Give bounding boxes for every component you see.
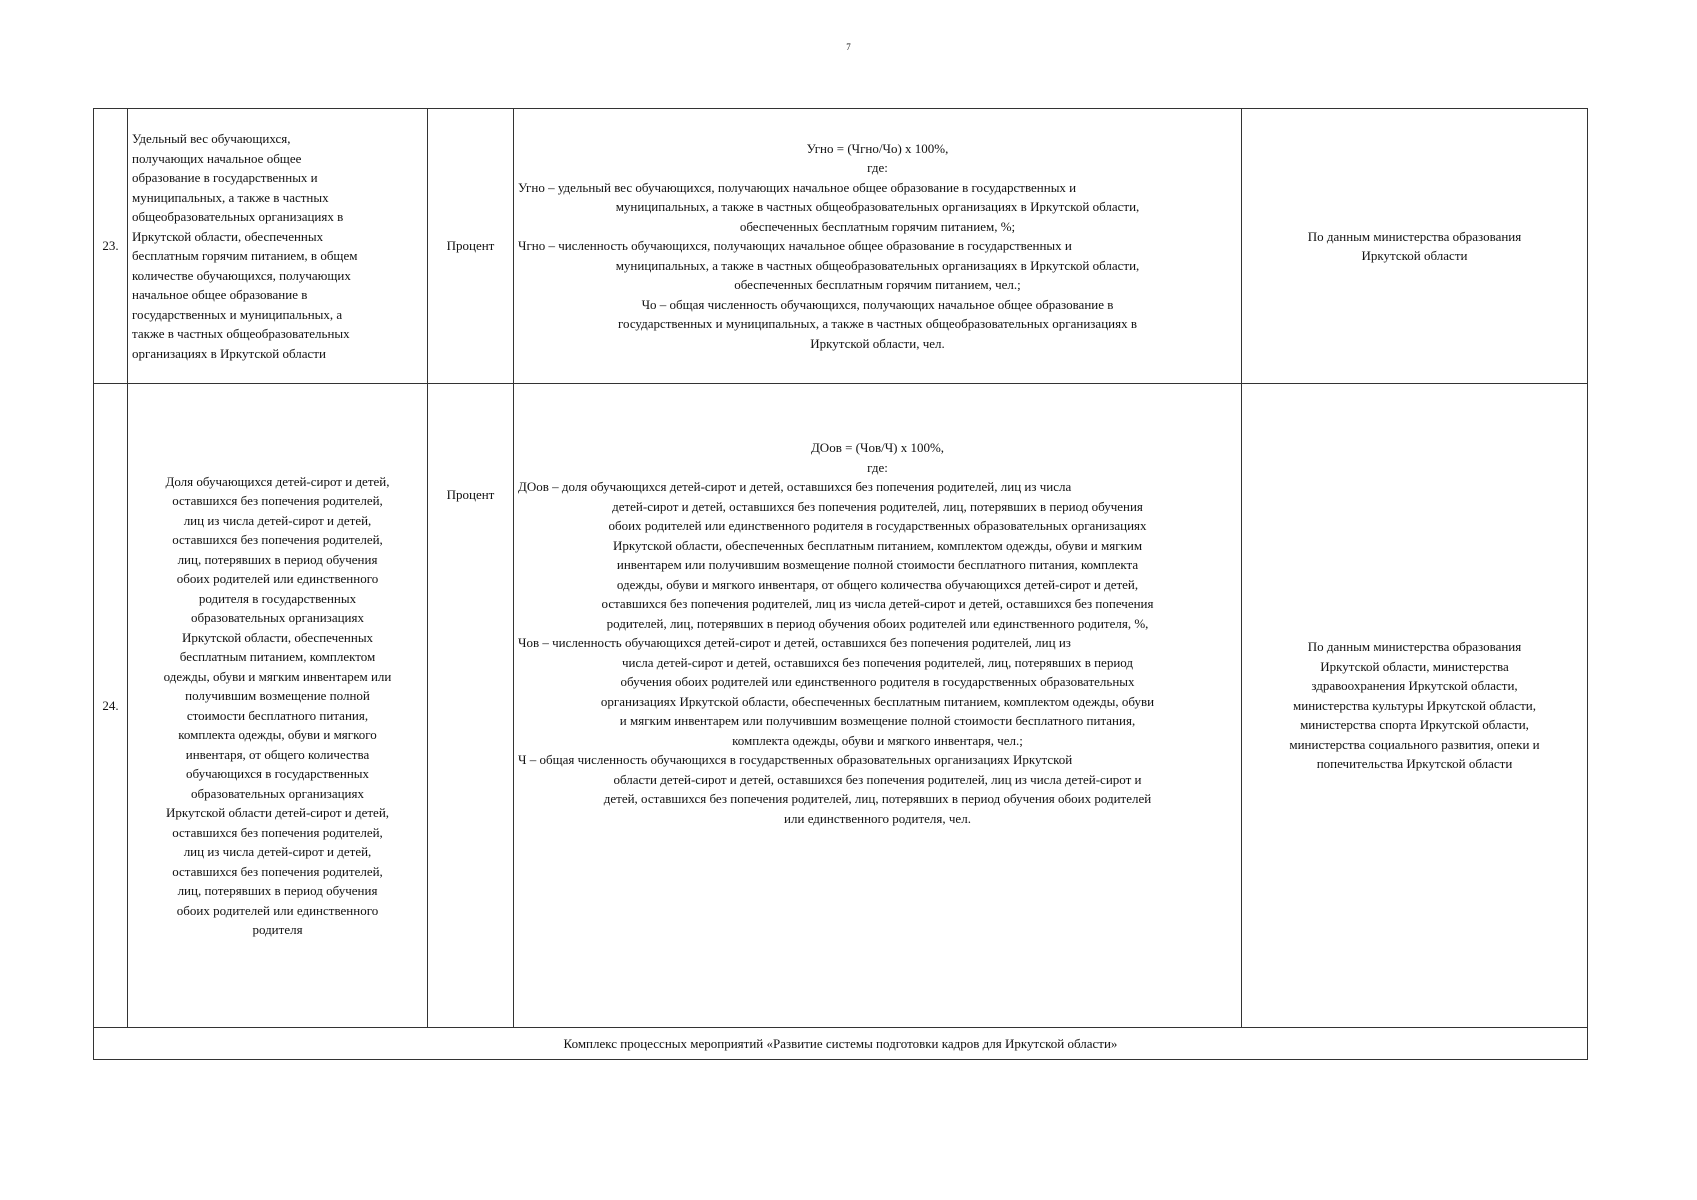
- text-line: лиц, потерявших в период обучения: [177, 551, 378, 567]
- text-line: лиц из числа детей-сирот и детей,: [183, 512, 372, 528]
- calculation-formula: [514, 109, 1242, 384]
- text-line: оставшихся без попечения родителей, лиц из числа детей-сирот и детей, оставшихся без попечения: [601, 596, 1154, 611]
- text-line: лиц из числа детей-сирот и детей,: [183, 844, 372, 859]
- indicator-name: [128, 384, 428, 1028]
- text-line: оставшихся без попечения родителей,: [172, 493, 383, 508]
- text-line: Доля обучающихся детей-сирот и детей,: [165, 473, 390, 489]
- text-line: общеобразовательных организациях в: [132, 209, 344, 224]
- text-line: министерства культуры Иркутской области,: [1293, 697, 1536, 713]
- text-line: здравоохранения Иркутской области,: [1311, 678, 1518, 694]
- text-line: начальное общее образование в: [132, 287, 308, 302]
- unit-of-measure: Процент: [428, 109, 514, 384]
- text-line: Угно – удельный вес обучающихся, получающих начальное общее образование в государственных и: [518, 179, 1077, 195]
- text-line: Иркутской области, обеспеченных: [181, 629, 374, 645]
- text-line: ДОов – доля обучающихся детей-сирот и детей, оставшихся без попечения родителей, лиц из числа: [518, 479, 1072, 494]
- text-line: где:: [867, 459, 888, 475]
- text-line: оставшихся без попечения родителей,: [172, 863, 383, 879]
- text-line: комплекта одежды, обуви и мягкого инвентаря, чел.;: [732, 732, 1023, 748]
- text-line: получившим возмещение полной: [185, 688, 370, 703]
- text-line: обоих родителей или единственного: [176, 571, 379, 586]
- text-line: обоих родителей или единственного родителя в государственных образовательных организациях: [608, 518, 1147, 533]
- unit-of-measure: Процент: [428, 384, 514, 1028]
- text-line: детей, оставшихся без попечения родителей, лиц, потерявших в период обучения обоих родителей: [603, 791, 1152, 806]
- text-line: государственных и муниципальных, а также в частных общеобразовательных организациях в: [617, 316, 1137, 332]
- page-number: 7: [846, 42, 851, 52]
- text-line: Иркутской области, обеспеченных: [132, 228, 324, 244]
- text-line: области детей-сирот и детей, оставшихся без попечения родителей, лиц из числа детей-сирот и: [613, 771, 1142, 787]
- text-line: оставшихся без попечения родителей,: [172, 824, 383, 840]
- data-source: [1242, 109, 1588, 384]
- text-line: Иркутской области: [1361, 248, 1468, 263]
- text-line: обеспеченных бесплатным горячим питанием, %;: [739, 218, 1016, 234]
- text-line: количестве обучающихся, получающих: [132, 267, 351, 283]
- data-source: [1242, 384, 1588, 1028]
- section-title: Комплекс процессных мероприятий «Развитие системы подготовки кадров для Иркутской области»: [94, 1028, 1588, 1060]
- text-line: также в частных общеобразовательных: [132, 326, 350, 341]
- text-line: комплекта одежды, обуви и мягкого: [178, 727, 377, 742]
- text-line: Иркутской области, обеспеченных бесплатным питанием, комплектом одежды, обуви и мягким: [612, 537, 1143, 553]
- row-number: 24.: [94, 384, 128, 1028]
- text-line: родителя: [252, 922, 303, 937]
- text-line: министерства социального развития, опеки и: [1289, 736, 1540, 752]
- table-row-23: [94, 109, 1588, 384]
- text-line: Чов – численность обучающихся детей-сирот и детей, оставшихся без попечения родителей, лиц из: [518, 635, 1071, 650]
- text-line: Чо – общая численность обучающихся, получающих начальное общее образование в: [641, 296, 1114, 312]
- text-line: обучения обоих родителей или единственного родителя в государственных образовательных: [620, 674, 1135, 689]
- text-line: Угно = (Чгно/Чо) х 100%,: [806, 140, 949, 156]
- text-line: Чгно – численность обучающихся, получающих начальное общее образование в государственных и: [518, 238, 1072, 254]
- row-number: 23.: [94, 109, 128, 384]
- text-line: числа детей-сирот и детей, оставшихся без попечения родителей, лиц, потерявших в период: [621, 654, 1134, 670]
- text-line: бесплатным горячим питанием, в общем: [132, 248, 358, 263]
- text-line: Иркутской области, министерства: [1320, 658, 1509, 674]
- text-line: стоимости бесплатного питания,: [186, 707, 369, 723]
- text-line: или единственного родителя, чел.: [784, 810, 971, 826]
- text-line: детей-сирот и детей, оставшихся без попечения родителей, лиц, потерявших в период обучения: [612, 498, 1143, 514]
- text-line: оставшихся без попечения родителей,: [172, 532, 383, 547]
- text-line: Иркутской области, чел.: [810, 335, 945, 351]
- text-line: обучающихся в государственных: [185, 766, 370, 781]
- text-line: лиц, потерявших в период обучения: [177, 883, 378, 898]
- text-line: бесплатным питанием, комплектом: [179, 649, 376, 664]
- text-line: одежды, обуви и мягким инвентарем или: [163, 668, 392, 684]
- text-line: одежды, обуви и мягкого инвентаря, от общего количества обучающихся детей-сирот и детей,: [616, 576, 1139, 592]
- table-row-24: [94, 384, 1588, 1028]
- text-line: Ч – общая численность обучающихся в государственных образовательных организациях Иркутской: [518, 752, 1073, 767]
- text-line: образование в государственных и: [132, 170, 318, 185]
- text-line: министерства спорта Иркутской области,: [1300, 717, 1529, 733]
- text-line: муниципальных, а также в частных общеобразовательных организациях в Иркутской области,: [615, 199, 1140, 215]
- text-line: По данным министерства образования: [1307, 228, 1522, 244]
- text-line: родителя в государственных: [198, 590, 357, 606]
- text-line: инвентарем или получившим возмещение полной стоимости бесплатного питания, комплекта: [616, 557, 1139, 572]
- text-line: где:: [867, 160, 888, 176]
- text-line: ДОов = (Чов/Ч) х 100%,: [810, 440, 945, 455]
- text-line: родителей, лиц, потерявших в период обучения обоих родителей или единственного родителя, %,: [606, 615, 1149, 631]
- indicators-table: [93, 108, 1588, 1060]
- text-line: муниципальных, а также в частных: [132, 189, 329, 205]
- text-line: обоих родителей или единственного: [176, 902, 379, 918]
- text-line: организациях в Иркутской области: [132, 345, 326, 361]
- text-line: Удельный вес обучающихся,: [132, 131, 291, 146]
- text-line: образовательных организациях: [191, 785, 364, 801]
- text-line: организациях Иркутской области, обеспеченных бесплатным питанием, комплектом одежды, обуви: [600, 693, 1155, 709]
- indicator-name: [128, 109, 428, 384]
- calculation-formula: [514, 384, 1242, 1028]
- text-line: получающих начальное общее: [132, 150, 302, 166]
- section-footer-row: [94, 1028, 1588, 1060]
- text-line: образовательных организациях: [191, 610, 364, 625]
- text-line: Иркутской области детей-сирот и детей,: [165, 805, 390, 820]
- text-line: По данным министерства образования: [1307, 639, 1522, 655]
- text-line: муниципальных, а также в частных общеобразовательных организациях в Иркутской области,: [615, 257, 1140, 273]
- text-line: государственных и муниципальных, а: [132, 306, 343, 322]
- text-line: попечительства Иркутской области: [1316, 756, 1513, 772]
- text-line: обеспеченных бесплатным горячим питанием, чел.;: [734, 277, 1021, 293]
- text-line: инвентаря, от общего количества: [185, 746, 370, 762]
- text-line: и мягким инвентарем или получившим возмещение полной стоимости бесплатного питания,: [619, 713, 1136, 728]
